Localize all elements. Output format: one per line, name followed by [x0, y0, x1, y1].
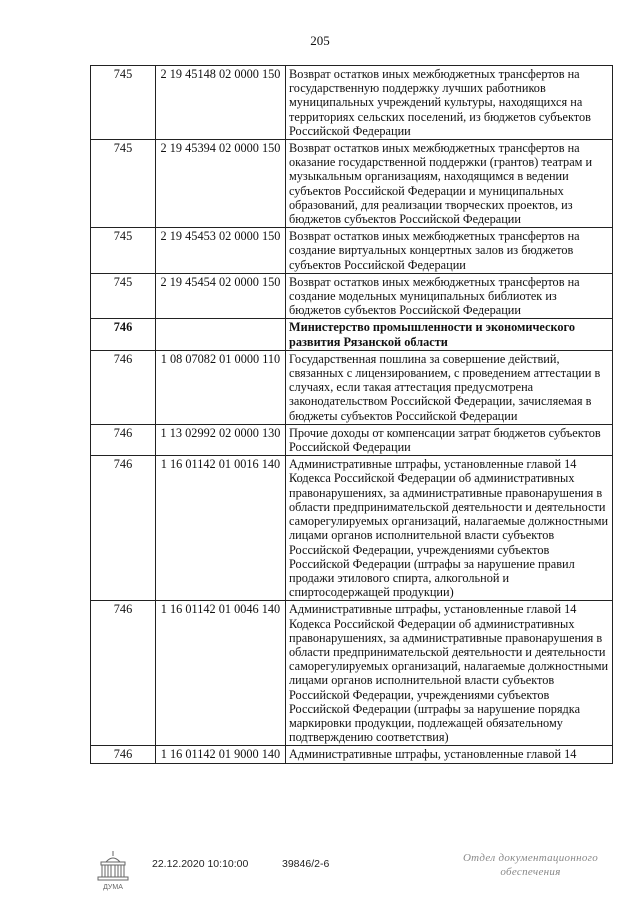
revenue-name-cell: Возврат остатков иных межбюджетных трансфертов на создание виртуальных концертных залов из бюджетов субъектов Российской Федерации	[286, 228, 613, 274]
department-stamp	[448, 851, 613, 879]
kbk-code-cell: 2 19 45394 02 0000 150	[156, 140, 286, 228]
revenue-name-cell: Прочие доходы от компенсации затрат бюджетов субъектов Российской Федерации	[286, 424, 613, 455]
ministry-name-cell: Министерство промышленности и экономического развития Рязанской области	[286, 319, 613, 350]
kbk-code-cell	[156, 319, 286, 350]
admin-code-cell: 746	[91, 350, 156, 424]
kbk-code-cell: 1 08 07082 01 0000 110	[156, 350, 286, 424]
page-number: 205	[310, 33, 330, 48]
table-row	[91, 601, 613, 746]
kbk-code-cell: 1 16 01142 01 0016 140	[156, 456, 286, 601]
revenue-name-cell: Возврат остатков иных межбюджетных трансфертов на создание модельных муниципальных библиотек из бюджетов субъектов Российской Федерации	[286, 273, 613, 319]
duma-building-icon	[92, 848, 134, 892]
kbk-code-cell: 2 19 45148 02 0000 150	[156, 66, 286, 140]
admin-code-cell: 745	[91, 66, 156, 140]
table-row	[91, 228, 613, 274]
admin-code-cell: 746	[91, 456, 156, 601]
revenue-name-cell: Государственная пошлина за совершение действий, связанных с лицензированием, с проведением аттестации в случаях, если такая аттестация предусмотрена законодательством Российской Федерации, зачисляемая в бюджеты субъектов Российской Федерации	[286, 350, 613, 424]
admin-code-cell: 746	[91, 601, 156, 746]
kbk-code-cell: 2 19 45454 02 0000 150	[156, 273, 286, 319]
admin-code-cell: 745	[91, 273, 156, 319]
table-row	[91, 746, 613, 763]
admin-code-cell: 746	[91, 319, 156, 350]
page-footer	[0, 848, 640, 898]
table-row	[91, 456, 613, 601]
svg-text:ДУМА: ДУМА	[103, 884, 123, 891]
stamp-line: Отдел документационного	[462, 852, 599, 864]
admin-code-cell: 745	[91, 140, 156, 228]
table-row	[91, 273, 613, 319]
admin-code-cell: 746	[91, 746, 156, 763]
table-row	[91, 350, 613, 424]
kbk-code-cell: 1 16 01142 01 9000 140	[156, 746, 286, 763]
table-row	[91, 140, 613, 228]
kbk-code-cell: 2 19 45453 02 0000 150	[156, 228, 286, 274]
revenue-name-cell: Административные штрафы, установленные главой 14	[286, 746, 613, 763]
admin-code-cell: 746	[91, 424, 156, 455]
revenue-name-cell: Административные штрафы, установленные главой 14 Кодекса Российской Федерации об административных правонарушениях, за административные правонарушения в области предпринимательской деятельности и деятельности саморегулируемых организаций, налагаемые должностными лицами органов исполнительной власти субъектов Российской Федерации, учреждениями субъектов Российской Федерации (штрафы за нарушение порядка маркировки продукции, подлежащей обязательному подтверждению соответствия)	[286, 601, 613, 746]
kbk-code-cell: 1 13 02992 02 0000 130	[156, 424, 286, 455]
revenue-name-cell: Возврат остатков иных межбюджетных трансфертов на оказание государственной поддержки (грантов) театрам и музыкальным организациям, находящимся в ведении субъектов Российской Федерации и муниципальных образований, для реализации творческих проектов, из бюджетов субъектов Российской Федерации	[286, 140, 613, 228]
budget-classification-table	[90, 65, 613, 764]
admin-code-cell: 745	[91, 228, 156, 274]
stamp-line: обеспечения	[500, 866, 561, 878]
table-row	[91, 424, 613, 455]
ministry-header-row	[91, 319, 613, 350]
revenue-name-cell: Административные штрафы, установленные главой 14 Кодекса Российской Федерации об административных правонарушениях, за административные правонарушения в области предпринимательской деятельности и деятельности саморегулируемых организаций, налагаемые должностными лицами органов исполнительной власти субъектов Российской Федерации, учреждениями субъектов Российской Федерации (штрафы за нарушение правил продажи этилового спирта, алкогольной и спиртосодержащей продукции)	[286, 456, 613, 601]
revenue-name-cell: Возврат остатков иных межбюджетных трансфертов на государственную поддержку лучших работников муниципальных учреждений культуры, находящихся на территориях сельских поселений, из бюджетов субъектов Российской Федерации	[286, 66, 613, 140]
footer-doc-number: 39846/2-6	[282, 858, 330, 870]
kbk-code-cell: 1 16 01142 01 0046 140	[156, 601, 286, 746]
footer-datetime: 22.12.2020 10:10:00	[152, 858, 249, 870]
table-row	[91, 66, 613, 140]
